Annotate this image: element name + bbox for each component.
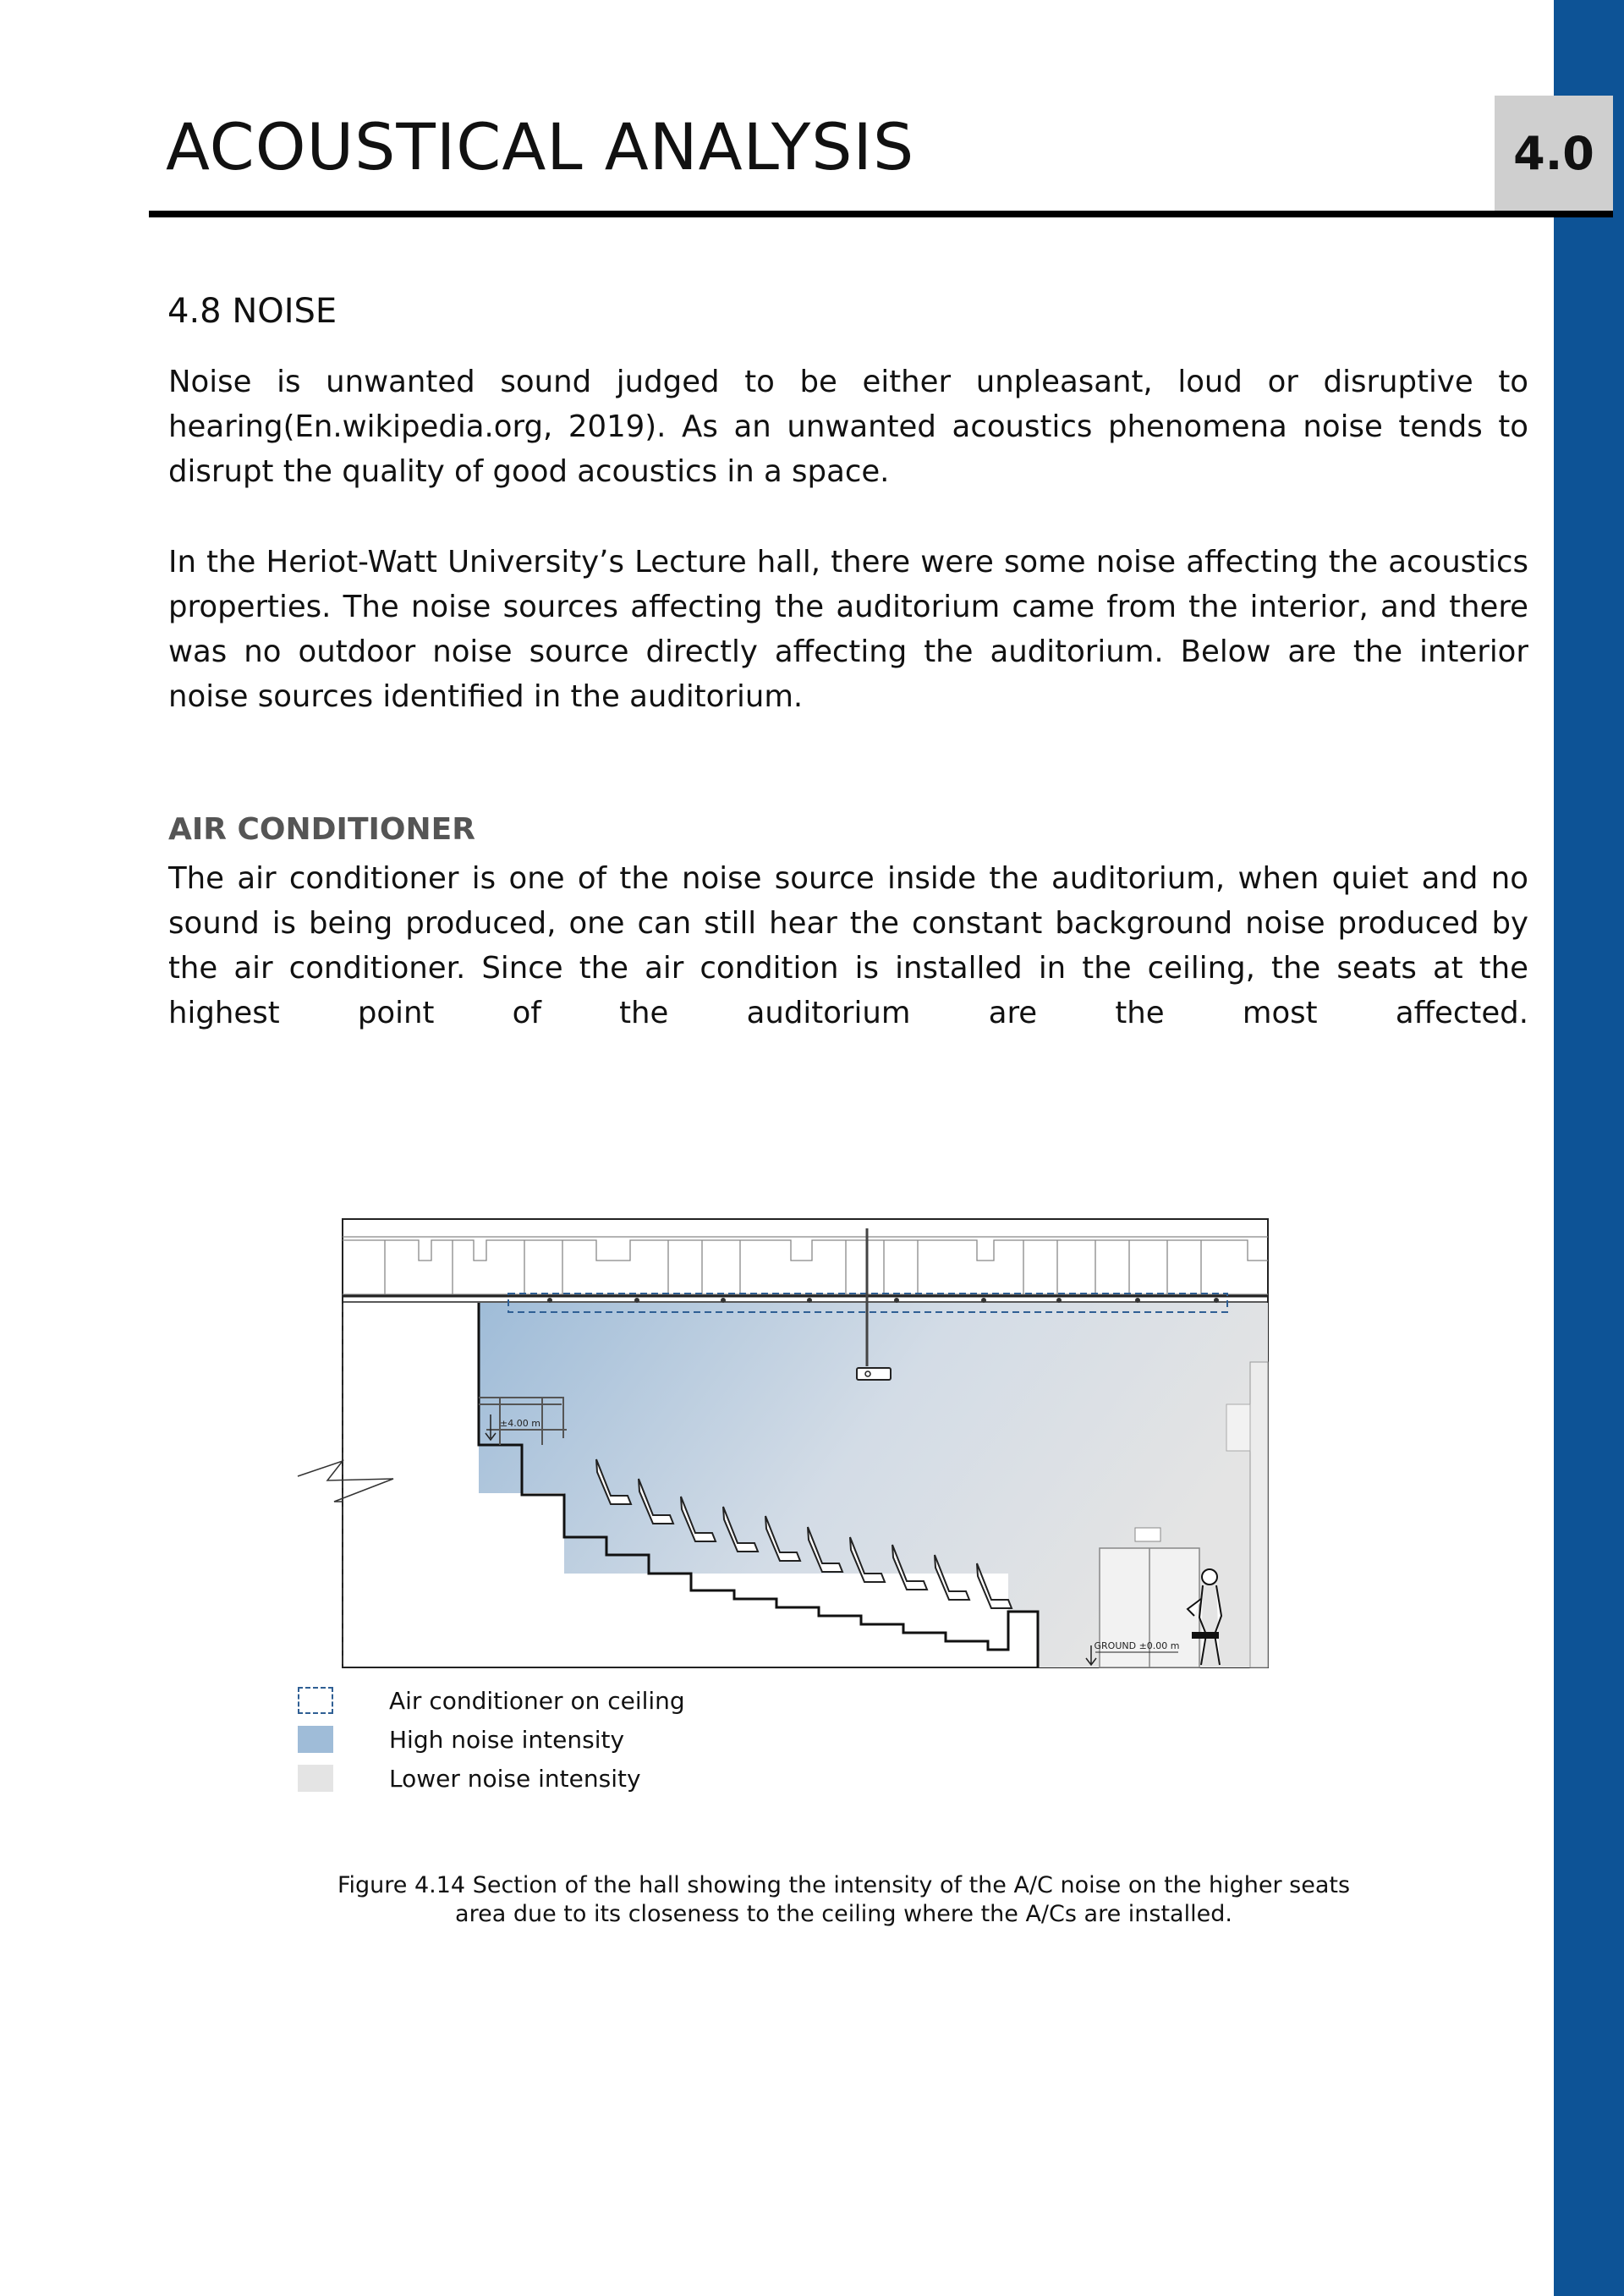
projector	[857, 1368, 891, 1380]
upper-level-label: ±4.00 m	[500, 1418, 540, 1429]
air-conditioner-paragraph: The air conditioner is one of the noise source inside the auditorium, when quiet and no sound is being produced, one can still hear the constant background noise produced by the air conditioner. Since the air condition is installed in the ceiling, the seats at the highest point of the auditorium are the most affected.	[168, 861, 1528, 1030]
intro-paragraph: Noise is unwanted sound judged to be either unpleasant, loud or disruptive to hearing(En.wikipedia.org, 2019). As an unwanted acoustics phenomena noise tends to disrupt the quality of good acoustics in a space.	[168, 365, 1528, 489]
legend-item-ac	[298, 1684, 685, 1717]
air-conditioner-heading: AIR CONDITIONER	[168, 812, 475, 847]
low-noise-swatch	[298, 1765, 333, 1792]
chapter-number-badge: 4.0	[1495, 96, 1613, 211]
title-underline	[149, 211, 1613, 217]
hall-section-drawing	[288, 1210, 1286, 1684]
right-wall-panel	[1250, 1362, 1268, 1667]
exit-sign	[1135, 1528, 1160, 1541]
high-noise-swatch	[298, 1726, 333, 1753]
legend-item-low	[298, 1761, 641, 1795]
caption-line-2: area due to its closeness to the ceiling where the A/Cs are installed.	[455, 1901, 1232, 1927]
ground-level-label: GROUND ±0.00 m	[1094, 1640, 1180, 1651]
dashed-outline-swatch	[298, 1687, 333, 1714]
caption-line-1: Figure 4.14 Section of the hall showing the intensity of the A/C noise on the higher seats	[337, 1872, 1351, 1898]
figure-caption	[271, 1871, 1417, 1929]
side-accent-bar	[1554, 0, 1624, 2296]
page-title: ACOUSTICAL ANALYSIS	[166, 109, 915, 184]
context-paragraph: In the Heriot-Watt University’s Lecture hall, there were some noise affecting the acoustics properties. The noise sources affecting the auditorium came from the interior, and there was no outdoor noise source directly affecting the auditorium. Below are the interior noise sources identified in the auditorium.	[168, 545, 1528, 714]
legend-label: Lower noise intensity	[389, 1764, 641, 1793]
section-heading: 4.8 NOISE	[167, 292, 337, 331]
legend-label: High noise intensity	[389, 1725, 625, 1754]
legend-item-high	[298, 1722, 624, 1756]
legend-label: Air conditioner on ceiling	[389, 1686, 685, 1715]
